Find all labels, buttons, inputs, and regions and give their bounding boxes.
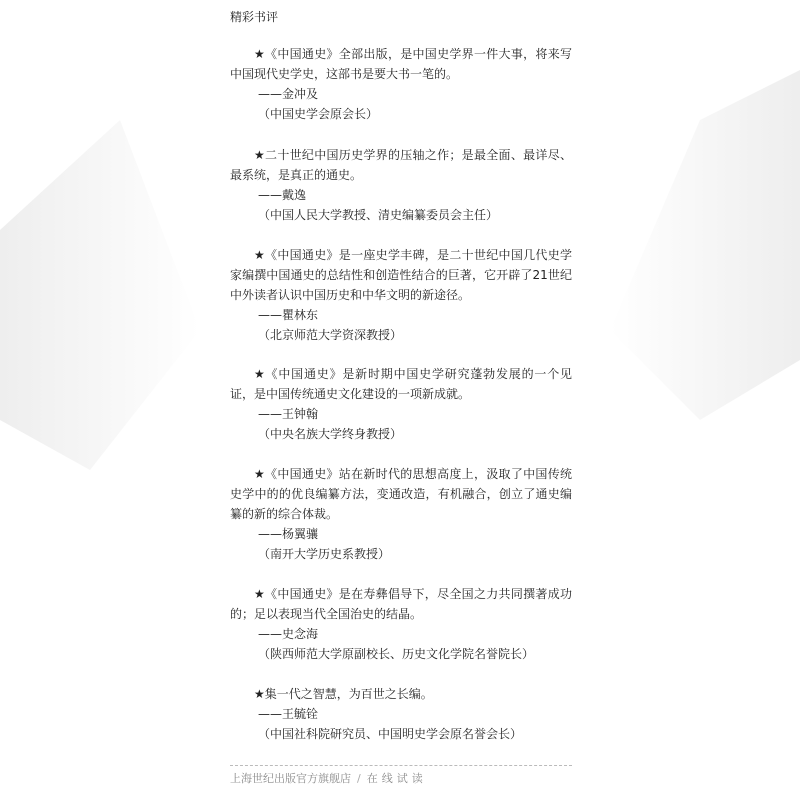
page-title: 精彩书评 xyxy=(230,10,279,24)
review-item xyxy=(230,584,572,664)
review-item xyxy=(230,364,572,444)
store-name-link[interactable]: 上海世纪出版官方旗舰店 xyxy=(230,772,351,785)
review-author-title: （中国人民大学教授、清史编纂委员会主任） xyxy=(258,208,499,222)
review-author: ——王毓铨 xyxy=(258,707,319,721)
review-author: ——戴逸 xyxy=(258,188,307,202)
right-edge-shade xyxy=(610,70,800,420)
review-quote: ★二十世纪中国历史学界的压轴之作；是最全面、最详尽、最系统，是真正的通史。 xyxy=(230,148,572,182)
review-quote: ★《中国通史》全部出版，是中国史学界一件大事，将来写中国现代史学史，这部书是要大书一笔的。 xyxy=(230,47,572,81)
review-author-title: （中央名族大学终身教授） xyxy=(258,427,403,441)
review-author: ——瞿林东 xyxy=(258,308,319,322)
footer-divider xyxy=(230,765,572,766)
review-author: ——杨翼骧 xyxy=(258,527,319,541)
review-item xyxy=(230,684,572,744)
left-edge-shade xyxy=(0,120,200,470)
review-author: ——金冲及 xyxy=(258,87,319,101)
review-item xyxy=(230,44,572,124)
review-quote: ★《中国通史》是在寿彝倡导下，尽全国之力共同撰著成功的；足以表现当代全国治史的结晶。 xyxy=(230,587,572,621)
review-author: ——史念海 xyxy=(258,627,319,641)
review-quote: ★《中国通史》站在新时代的思想高度上，汲取了中国传统史学中的的优良编纂方法，变通改造，有机融合，创立了通史编纂的新的综合体裁。 xyxy=(230,467,572,521)
footer xyxy=(230,772,427,786)
footer-separator: / xyxy=(357,772,361,785)
read-online-link[interactable]: 在线试读 xyxy=(366,772,427,785)
review-quote: ★《中国通史》是新时期中国史学研究蓬勃发展的一个见证，是中国传统通史文化建设的一项新成就。 xyxy=(230,367,572,401)
review-item xyxy=(230,464,572,564)
review-item xyxy=(230,145,572,225)
review-author-title: （中国史学会原会长） xyxy=(258,107,379,121)
review-quote: ★集一代之智慧，为百世之长编。 xyxy=(254,687,433,701)
review-author-title: （南开大学历史系教授） xyxy=(258,547,391,561)
review-author-title: （中国社科院研究员、中国明史学会原名誉会长） xyxy=(258,727,523,741)
review-author-title: （陕西师范大学原副校长、历史文化学院名誉院长） xyxy=(258,647,535,661)
review-author-title: （北京师范大学资深教授） xyxy=(258,328,403,342)
review-item xyxy=(230,245,572,345)
review-quote: ★《中国通史》是一座史学丰碑，是二十世纪中国几代史学家编撰中国通史的总结性和创造性结合的巨著，它开辟了21世纪中外读者认识中国历史和中华文明的新途径。 xyxy=(230,248,572,302)
review-author: ——王钟翰 xyxy=(258,407,319,421)
